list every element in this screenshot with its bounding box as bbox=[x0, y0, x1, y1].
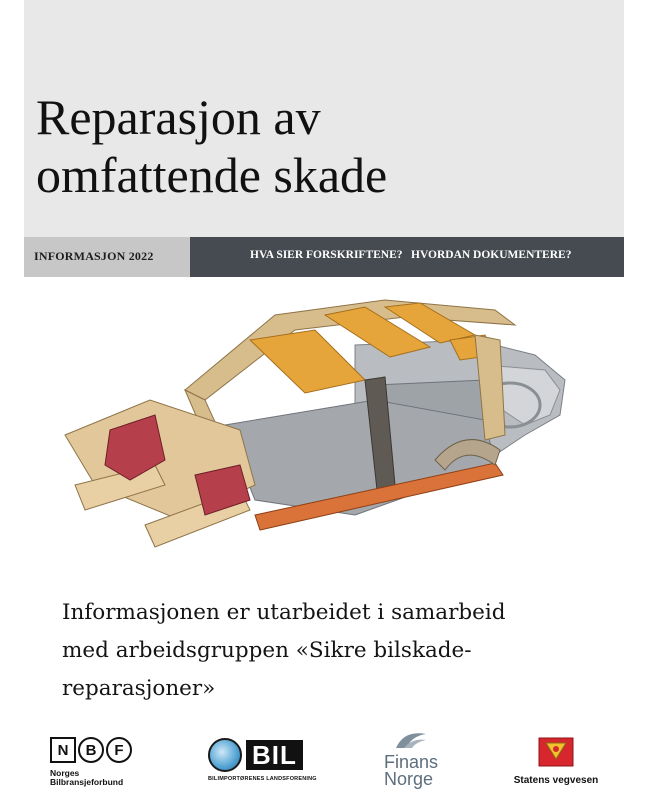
nbf-mark bbox=[50, 737, 160, 763]
finans-line-2: Norge bbox=[384, 769, 434, 789]
topics-strip bbox=[190, 237, 624, 277]
bil-globe-icon bbox=[208, 738, 242, 772]
title-line-2: omfattende skade bbox=[36, 147, 388, 203]
intro-line-3: reparasjoner» bbox=[62, 676, 216, 701]
nbf-letter-n: N bbox=[50, 737, 76, 763]
statens-vegvesen-logo bbox=[506, 737, 606, 792]
nbf-logo bbox=[50, 737, 160, 797]
topic-documentation: HVORDAN DOKUMENTERE? bbox=[411, 249, 572, 261]
title-line-1: Reparasjon av bbox=[36, 89, 321, 145]
bil-subtitle: BILIMPORTØRENES LANDSFORENING bbox=[208, 776, 317, 782]
nbf-letter-b: B bbox=[78, 737, 104, 763]
page-title bbox=[36, 88, 387, 204]
nbf-name-line-1: Norges bbox=[50, 768, 80, 778]
car-body-frame-illustration bbox=[55, 285, 575, 570]
bil-logo bbox=[208, 738, 318, 788]
finans-wordmark bbox=[384, 754, 444, 788]
info-tag-strip bbox=[24, 237, 190, 277]
bil-wordmark: BIL bbox=[246, 740, 303, 770]
finans-line-1: Finans bbox=[384, 752, 439, 772]
nbf-letter-f: F bbox=[106, 737, 132, 763]
intro-line-2: med arbeidsgruppen «Sikre bilskade- bbox=[62, 638, 472, 663]
finans-wave-icon bbox=[394, 728, 428, 750]
lion-crest-icon bbox=[538, 737, 574, 767]
finans-norge-logo bbox=[384, 728, 444, 796]
nbf-name bbox=[50, 769, 160, 787]
statens-vegvesen-name: Statens vegvesen bbox=[513, 775, 599, 786]
front-structure bbox=[65, 400, 255, 547]
intro-paragraph bbox=[62, 594, 582, 708]
topic-regulations: HVA SIER FORSKRIFTENE? bbox=[250, 249, 403, 261]
intro-line-1: Informasjonen er utarbeidet i samarbeid bbox=[62, 600, 506, 625]
bil-mark bbox=[208, 738, 318, 772]
nbf-name-line-2: Bilbransjeforbund bbox=[50, 777, 124, 787]
info-tag: INFORMASJON 2022 bbox=[34, 249, 154, 263]
